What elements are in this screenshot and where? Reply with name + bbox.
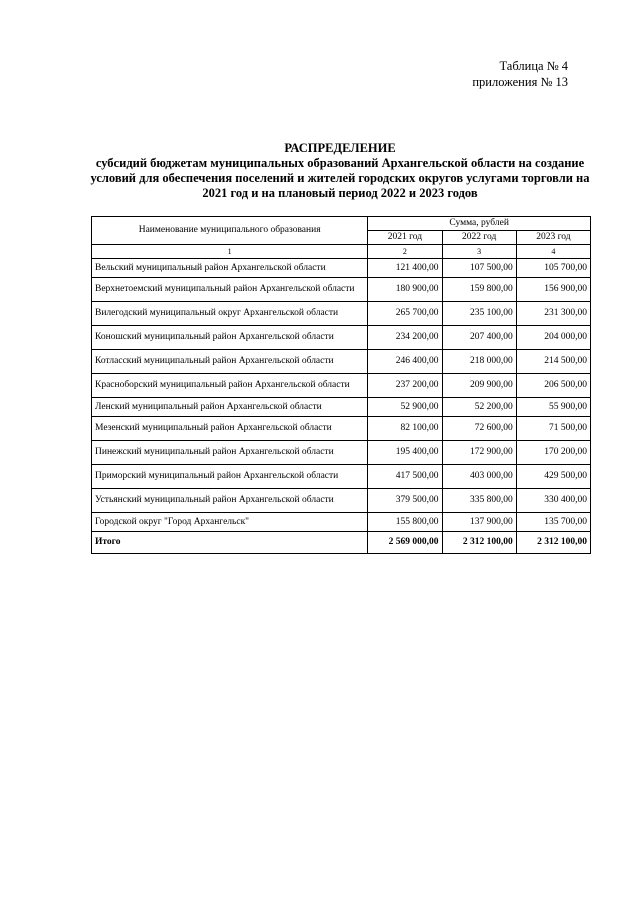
amount-2023: 206 500,00: [516, 374, 590, 398]
amount-2022: 72 600,00: [442, 417, 516, 441]
amount-2023: 156 900,00: [516, 278, 590, 302]
column-index: 3: [442, 245, 516, 259]
amount-2021: 246 400,00: [368, 350, 442, 374]
amount-2021: 237 200,00: [368, 374, 442, 398]
total-row: [92, 532, 591, 554]
total-label: Итого: [92, 532, 368, 554]
municipality-name: Верхнетоемский муниципальный район Архангельской области: [92, 278, 368, 302]
amount-2023: 429 500,00: [516, 465, 590, 489]
document-title: РАСПРЕДЕЛЕНИЕ: [284, 141, 396, 155]
subsidy-distribution-table: [91, 216, 591, 554]
column-index: 2: [368, 245, 442, 259]
municipality-name: Приморский муниципальный район Архангельской области: [92, 465, 368, 489]
year-header-2021: 2021 год: [368, 231, 442, 245]
amount-2022: 107 500,00: [442, 259, 516, 278]
amount-2021: 121 400,00: [368, 259, 442, 278]
total-2023: 2 312 100,00: [516, 532, 590, 554]
amount-2023: 214 500,00: [516, 350, 590, 374]
document-heading: [80, 141, 600, 201]
total-2022: 2 312 100,00: [442, 532, 516, 554]
municipality-name: Пинежский муниципальный район Архангельской области: [92, 441, 368, 465]
municipality-name: Устьянский муниципальный район Архангельской области: [92, 489, 368, 513]
amount-2022: 218 000,00: [442, 350, 516, 374]
amount-2022: 335 800,00: [442, 489, 516, 513]
municipality-name: Вилегодский муниципальный округ Архангельской области: [92, 302, 368, 326]
table-row: [92, 278, 591, 302]
municipality-name: Мезенский муниципальный район Архангельской области: [92, 417, 368, 441]
amount-2023: 231 300,00: [516, 302, 590, 326]
table-row: [92, 326, 591, 350]
amount-2023: 204 000,00: [516, 326, 590, 350]
amount-2021: 195 400,00: [368, 441, 442, 465]
municipality-name: Вельский муниципальный район Архангельской области: [92, 259, 368, 278]
municipality-name: Ленский муниципальный район Архангельской области: [92, 398, 368, 417]
table-row: [92, 489, 591, 513]
table-row: [92, 302, 591, 326]
table-number: Таблица № 4: [499, 59, 568, 73]
year-header-2023: 2023 год: [516, 231, 590, 245]
table-row: [92, 374, 591, 398]
column-index: 4: [516, 245, 590, 259]
amount-2021: 82 100,00: [368, 417, 442, 441]
amount-2022: 235 100,00: [442, 302, 516, 326]
amount-2023: 135 700,00: [516, 513, 590, 532]
table-row: [92, 417, 591, 441]
total-2021: 2 569 000,00: [368, 532, 442, 554]
year-header-2022: 2022 год: [442, 231, 516, 245]
amount-2021: 155 800,00: [368, 513, 442, 532]
municipality-column-header: Наименование муниципального образования: [92, 217, 368, 245]
appendix-number: приложения № 13: [472, 75, 568, 89]
column-index: 1: [92, 245, 368, 259]
municipality-name: Городской округ "Город Архангельск": [92, 513, 368, 532]
municipality-name: Коношский муниципальный район Архангельской области: [92, 326, 368, 350]
amount-2022: 137 900,00: [442, 513, 516, 532]
table-row: [92, 441, 591, 465]
table-reference: [472, 58, 568, 90]
municipality-name: Котласский муниципальный район Архангельской области: [92, 350, 368, 374]
amount-2022: 172 900,00: [442, 441, 516, 465]
amount-2022: 207 400,00: [442, 326, 516, 350]
table-row: [92, 259, 591, 278]
amount-2021: 379 500,00: [368, 489, 442, 513]
amount-2022: 159 800,00: [442, 278, 516, 302]
amount-2022: 52 200,00: [442, 398, 516, 417]
amount-2023: 105 700,00: [516, 259, 590, 278]
table-row: [92, 465, 591, 489]
municipality-name: Красноборский муниципальный район Архангельской области: [92, 374, 368, 398]
amount-2022: 403 000,00: [442, 465, 516, 489]
amount-2021: 234 200,00: [368, 326, 442, 350]
document-subtitle: субсидий бюджетам муниципальных образований Архангельской области на создание условий для обеспечения поселений и жителей городских округов услугами торговли на 2021 год и на плановый период 2022 и 2023 годов: [90, 156, 590, 200]
amount-2023: 330 400,00: [516, 489, 590, 513]
amount-2023: 71 500,00: [516, 417, 590, 441]
sum-column-header: Сумма, рублей: [368, 217, 591, 231]
amount-2021: 417 500,00: [368, 465, 442, 489]
table-row: [92, 398, 591, 417]
table-row: [92, 350, 591, 374]
amount-2022: 209 900,00: [442, 374, 516, 398]
amount-2021: 265 700,00: [368, 302, 442, 326]
table-row: [92, 513, 591, 532]
amount-2023: 55 900,00: [516, 398, 590, 417]
amount-2023: 170 200,00: [516, 441, 590, 465]
amount-2021: 52 900,00: [368, 398, 442, 417]
amount-2021: 180 900,00: [368, 278, 442, 302]
